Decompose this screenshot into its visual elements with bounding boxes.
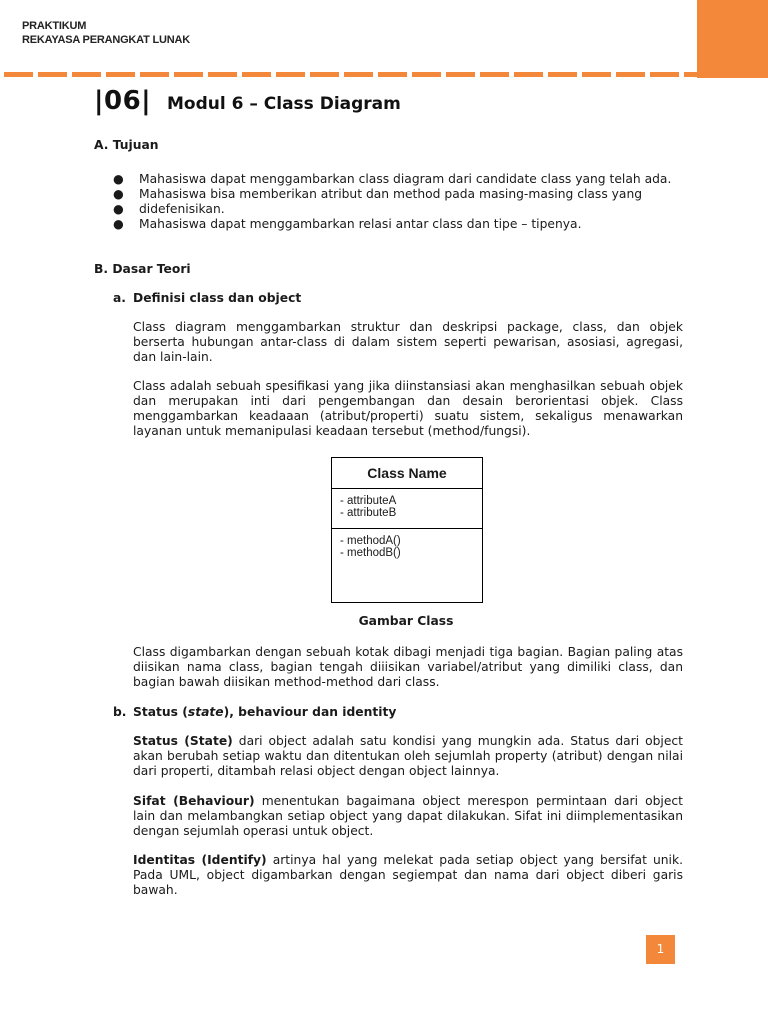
header-dashed-rule [4,72,697,77]
uml-methods [332,529,482,559]
list-item: ● Mahasiswa bisa memberikan atribut dan method pada masing-masing class yang [113,187,643,201]
header-accent-block [697,0,768,78]
paragraph-identity: Identitas (Identify) artinya hal yang melekat pada setiap object yang bersifat unik. Pada UML, object digambarkan dengan segiempat dan nama dari object diberi garis bawah. [133,853,683,897]
uml-method: - methodA() [340,535,401,547]
paragraph-class-diagram: Class diagram menggambarkan struktur dan deskripsi package, class, dan objek berserta hubungan antar-class di dalam sistem seperti pewarisan, asosiasi, agregasi, dan lain-lain. [133,320,683,364]
subsection-a-label: a. [113,291,126,305]
list-item: ● Mahasiswa dapat menggambarkan relasi antar class dan tipe – tipenya. [113,217,582,231]
list-item: ● Mahasiswa dapat menggambarkan class diagram dari candidate class yang telah ada. [113,172,672,186]
list-item-text: Mahasiswa dapat menggambarkan relasi antar class dan tipe – tipenya. [139,217,582,231]
heading-emphasis: state [187,705,224,719]
paragraph-behaviour: Sifat (Behaviour) menentukan bagaimana object merespon permintaan dari object lain dan melambangkan setiap object yang dapat dilakukan. Sifat ini diimplementasikan dengan sejumlah operasi untuk object. [133,794,683,838]
module-number: |06| [94,86,152,116]
list-item-text: Mahasiswa dapat menggambarkan class diagram dari candidate class yang telah ada. [139,172,672,186]
subsection-b-heading: Status (state), behaviour dan identity [133,705,397,719]
paragraph-state: Status (State) dari object adalah satu kondisi yang mungkin ada. Status dari object akan berubah setiap waktu dan ditentukan oleh sejumlah property (atribut) dengan nilai dari properti, ditambah relasi object dengan object lainnya. [133,734,683,778]
header-line-course: REKAYASA PERANGKAT LUNAK [22,34,190,46]
section-b-heading: B. Dasar Teori [94,262,191,276]
uml-class-name: Class Name [332,458,482,489]
subsection-b-label: b. [113,705,127,719]
header-line-praktikum: PRAKTIKUM [22,20,87,32]
uml-attributes [332,489,482,529]
page-title: Modul 6 – Class Diagram [167,94,401,114]
uml-attribute: - attributeA [340,495,397,507]
objectives-list [113,172,683,232]
figure-caption: Gambar Class [358,614,454,628]
term-behaviour: Sifat (Behaviour) [133,794,255,808]
subsection-a-heading: Definisi class dan object [133,291,302,305]
list-item-text: Mahasiswa bisa memberikan atribut dan method pada masing-masing class yang [139,187,643,201]
uml-method: - methodB() [340,547,401,559]
paragraph-class-definition: Class adalah sebuah spesifikasi yang jika diinstansiasi akan menghasilkan sebuah objek dan merupakan inti dari pengembangan dan desain berorientasi objek. Class menggambarkan keadaaan (atribut/properti) suatu sistem, sekaligus menawarkan layanan untuk memanipulasi keadaan tersebut (method/fungsi). [133,379,683,438]
paragraph-class-parts: Class digambarkan dengan sebuah kotak dibagi menjadi tiga bagian. Bagian paling atas diisikan nama class, bagian tengah diiisikan variabel/atribut yang dimiliki class, dan bagian bawah diisikan method-method dari class. [133,645,683,689]
term-identity: Identitas (Identify) [133,853,267,867]
page-number-badge: 1 [646,935,675,964]
uml-class-figure [331,457,483,603]
term-state: Status (State) [133,734,233,748]
list-item-text: didefenisikan. [139,202,225,216]
list-item: ● didefenisikan. [113,202,225,216]
section-a-heading: A. Tujuan [94,138,159,152]
uml-attribute: - attributeB [340,507,397,519]
